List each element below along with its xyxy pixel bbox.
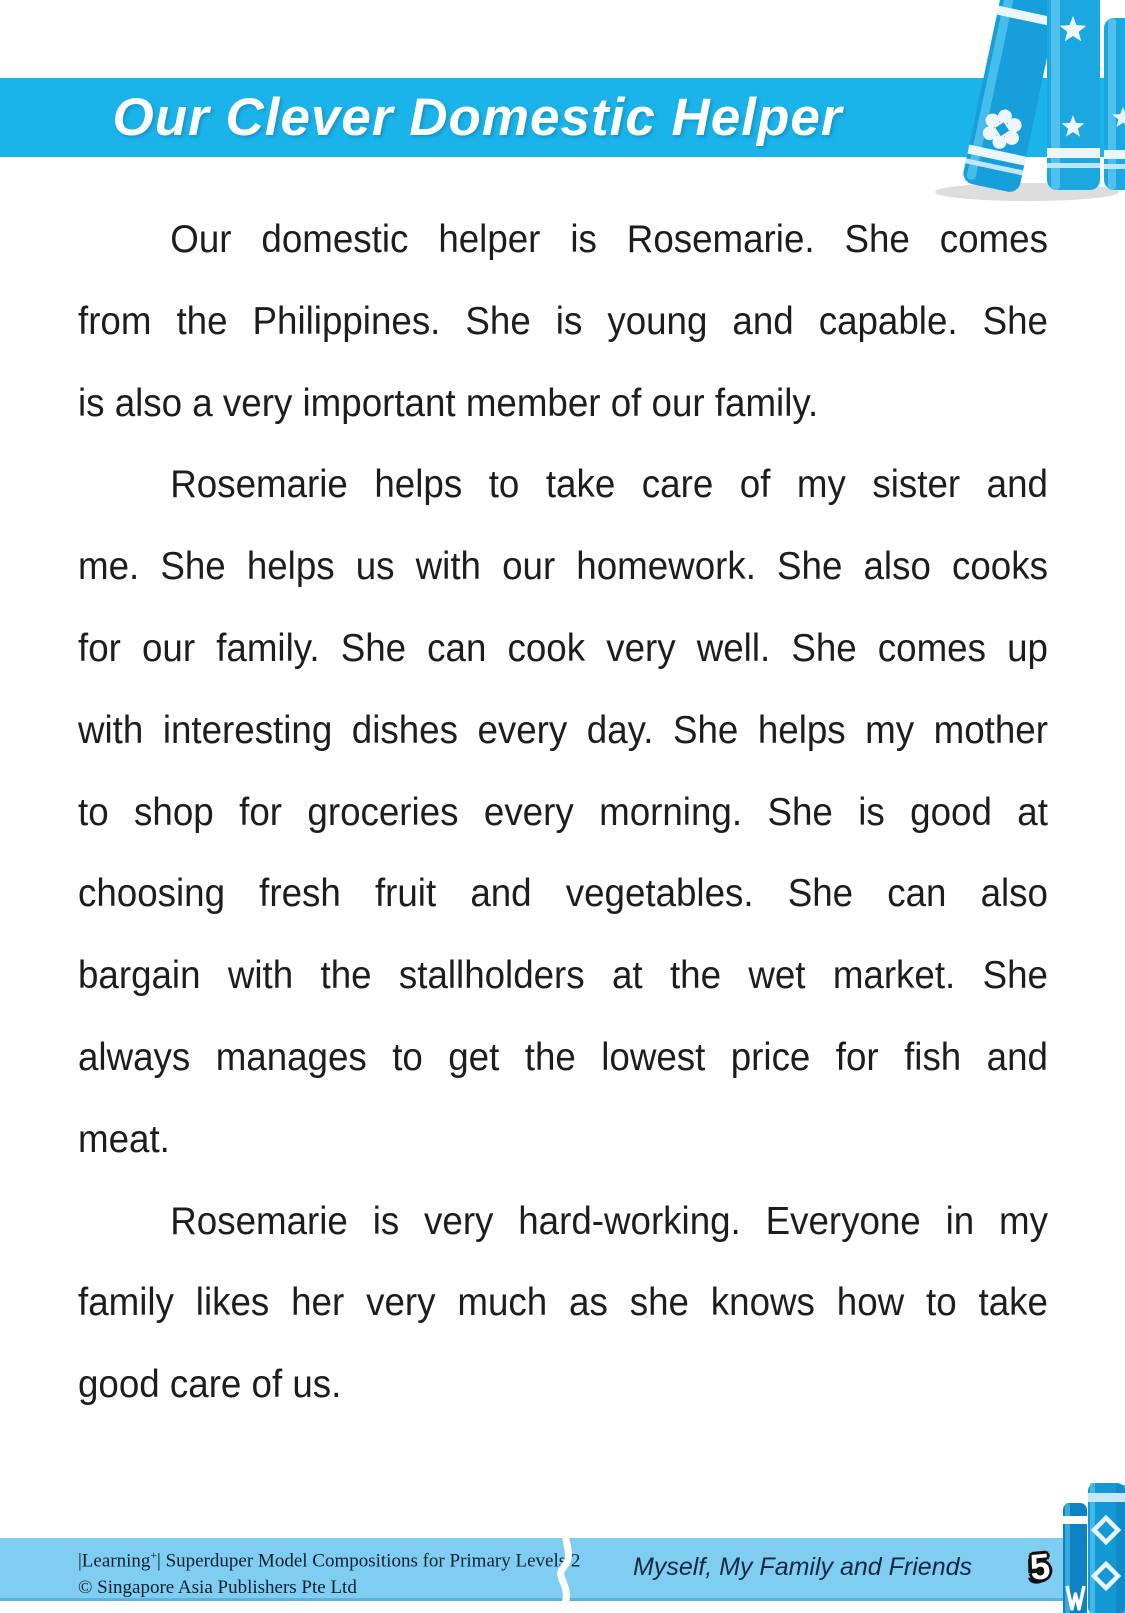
imprint [78, 1542, 580, 1601]
composition-line: choosing fresh fruit and vegetables. She can also [78, 872, 1048, 916]
composition-line: family likes her very much as she knows how to take [78, 1281, 1048, 1325]
composition-line: always manages to get the lowest price for fish and [78, 1035, 1048, 1079]
footer-bar [0, 1538, 1072, 1601]
composition-body [78, 199, 1048, 1426]
series-line: |Learning+| Superduper Model Compositions for Primary Levels 2 [78, 1549, 581, 1572]
curly-brace-divider-icon [552, 1514, 582, 1606]
page-title: Our Clever Domestic Helper [112, 88, 843, 147]
composition-line: Rosemarie helps to take care of my sister and [170, 463, 1048, 507]
composition-line: Our domestic helper is Rosemarie. She comes [170, 218, 1048, 261]
composition-line: for our family. She can cook very well. She comes up [78, 626, 1048, 670]
composition-line: with interesting dishes every day. She helps my mother [78, 708, 1048, 752]
composition-line: me. She helps us with our homework. She also cooks [78, 545, 1048, 589]
composition-line: is also a very important member of our family. [78, 381, 819, 425]
book-spine [1047, 0, 1100, 190]
copyright-line: © Singapore Asia Publishers Pte Ltd [78, 1577, 357, 1599]
books-illustration-top [915, 0, 1125, 205]
books-illustration-bottom [1063, 1483, 1125, 1613]
book-spine [1104, 18, 1125, 190]
book-spine [1088, 1483, 1125, 1613]
page-number: 5 [1028, 1545, 1052, 1588]
composition-line: good care of us. [78, 1363, 342, 1407]
composition-line: to shop for groceries every morning. She is good at [78, 790, 1048, 834]
chapter-title: Myself, My Family and Friends [633, 1553, 972, 1581]
composition-line: bargain with the stallholders at the wet market. She [78, 954, 1048, 998]
composition-line: meat. [78, 1117, 170, 1161]
composition-line: from the Philippines. She is young and capable. She [78, 299, 1048, 343]
book-spine [1063, 1503, 1087, 1613]
composition-line: Rosemarie is very hard-working. Everyone in my [170, 1199, 1048, 1243]
